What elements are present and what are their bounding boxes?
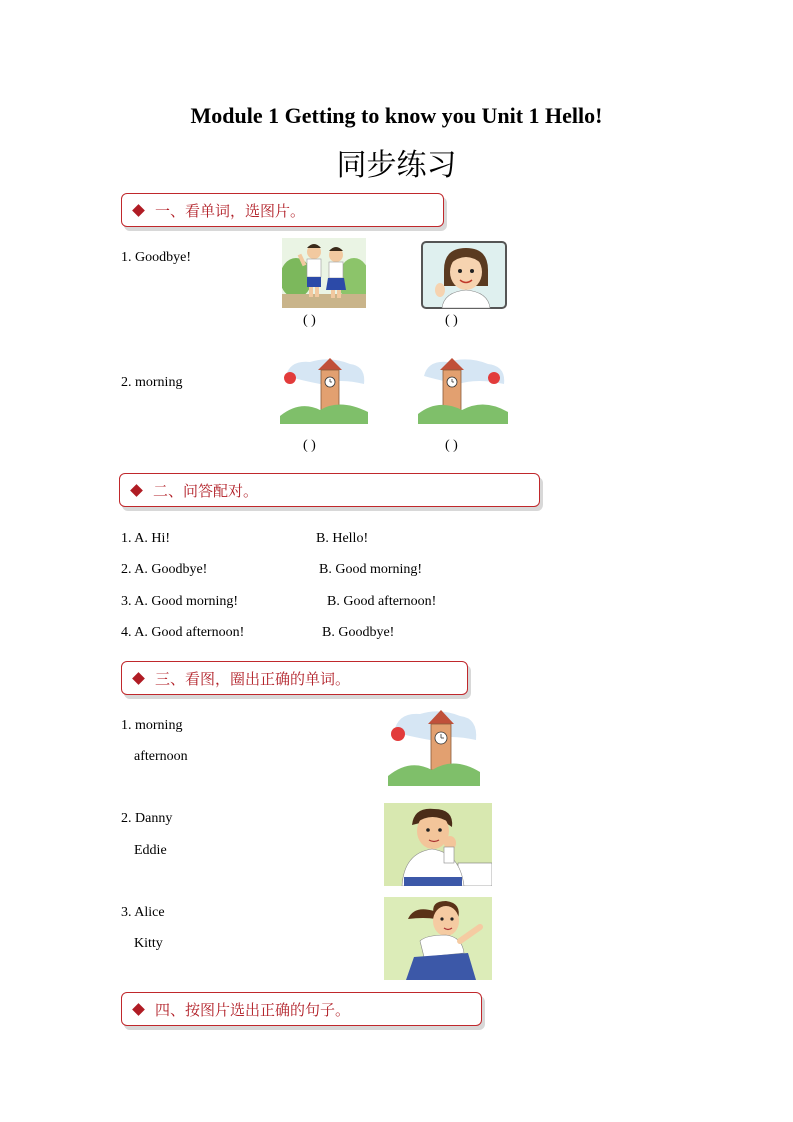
- circle-option[interactable]: 2. Danny: [121, 811, 173, 826]
- section-label-3: 三、看图，圈出正确的单词。: [155, 670, 351, 688]
- image-girl-portrait: [420, 240, 508, 310]
- part1-item-1-word: 1. Goodbye!: [121, 250, 191, 265]
- image-clock-tower-sun-left: [388, 706, 480, 786]
- circle-option[interactable]: afternoon: [134, 749, 188, 764]
- answer-blank[interactable]: ( ): [303, 438, 316, 453]
- diamond-icon: [132, 672, 145, 685]
- image-boy-thinking: [384, 803, 492, 886]
- page-subtitle: 同步练习: [336, 148, 457, 183]
- circle-option[interactable]: Eddie: [134, 843, 167, 858]
- match-row-2-b: B. Good morning!: [319, 562, 423, 577]
- section-label-2: 二、问答配对。: [153, 482, 259, 500]
- match-row-3-b: B. Good afternoon!: [327, 594, 437, 609]
- section-header-2: [119, 473, 540, 507]
- image-girl-running: [384, 897, 492, 980]
- section-header-3: [121, 661, 468, 695]
- match-row-4-b: B. Goodbye!: [322, 625, 395, 640]
- match-row-4-a: 4. A. Good afternoon!: [121, 625, 245, 640]
- diamond-icon: [132, 204, 145, 217]
- match-row-2-a: 2. A. Goodbye!: [121, 562, 208, 577]
- image-clock-tower-sun-left: [280, 354, 368, 424]
- answer-blank[interactable]: ( ): [445, 438, 458, 453]
- part1-item-2-word: 2. morning: [121, 375, 183, 390]
- diamond-icon: [132, 1003, 145, 1016]
- image-clock-tower-sun-right: [418, 354, 508, 424]
- answer-blank[interactable]: ( ): [303, 313, 316, 328]
- section-header-4: [121, 992, 482, 1026]
- match-row-3-a: 3. A. Good morning!: [121, 594, 239, 609]
- page-title: Module 1 Getting to know you Unit 1 Hello!: [190, 103, 603, 128]
- match-row-1-b: B. Hello!: [316, 531, 369, 546]
- section-header-1: [121, 193, 444, 227]
- section-label-1: 一、看单词，选图片。: [155, 202, 306, 220]
- circle-option[interactable]: 3. Alice: [121, 905, 165, 920]
- image-two-kids-waving: [282, 238, 366, 308]
- answer-blank[interactable]: ( ): [445, 313, 458, 328]
- circle-option[interactable]: Kitty: [134, 936, 163, 951]
- diamond-icon: [130, 484, 143, 497]
- section-label-4: 四、按图片选出正确的句子。: [155, 1001, 351, 1019]
- match-row-1-a: 1. A. Hi!: [121, 531, 170, 546]
- circle-option[interactable]: 1. morning: [121, 718, 183, 733]
